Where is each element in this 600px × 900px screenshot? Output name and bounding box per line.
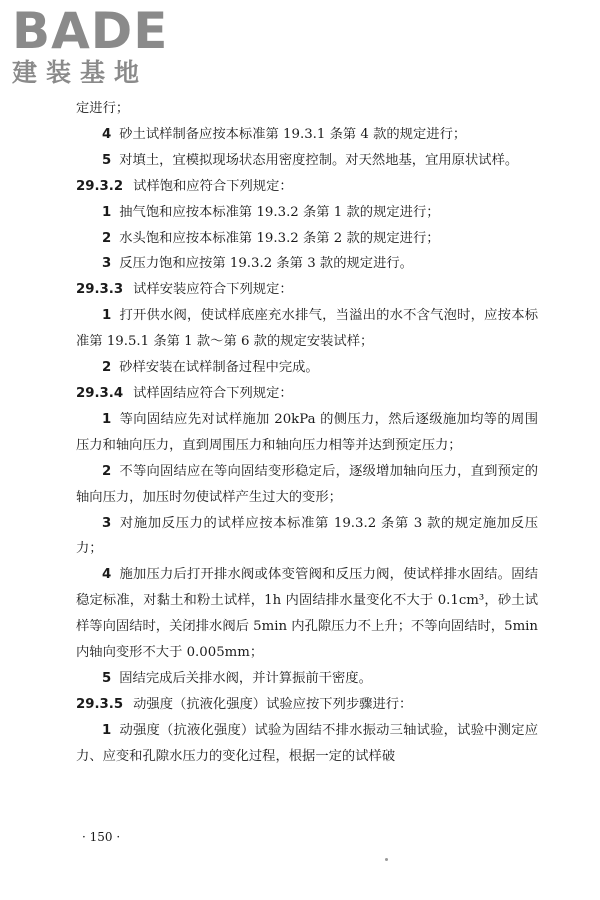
list-item	[76, 226, 538, 252]
paragraph-text: 施加压力后打开排水阀或体变管阀和反压力阀，使试样排水固结。固结稳定标准，对黏土和粉土试样，1h 内固结排水量变化不大于 0.1cm³，砂土试样等向固结时，关闭排水阀后 5min 内孔隙压力不上升；不等向固结时，5min 内轴向变形不大于 0.005mm；	[76, 567, 538, 661]
list-item	[76, 355, 538, 381]
paragraph-text: 砂土试样制备应按本标准第 19.3.1 条第 4 款的规定进行；	[119, 126, 467, 142]
section-heading	[76, 692, 538, 718]
paragraph-text: 固结完成后关排水阀，并计算振前干密度。	[119, 670, 372, 686]
list-item	[76, 122, 538, 148]
section-heading	[76, 277, 538, 303]
item-number: 2	[102, 230, 112, 246]
paragraph-text: 动强度（抗液化强度）试验为固结不排水振动三轴试验，试验中测定应力、应变和孔隙水压力的变化过程，根据一定的试样破	[76, 722, 538, 764]
paragraph-text: 定进行；	[76, 101, 130, 116]
paragraph-text: 试样饱和应符合下列规定：	[133, 178, 293, 194]
item-number: 1	[102, 411, 112, 427]
list-item	[76, 200, 538, 226]
paragraph-text: 抽气饱和应按本标准第 19.3.2 条第 1 款的规定进行；	[119, 204, 440, 220]
section-heading	[76, 174, 538, 200]
item-number: 1	[102, 204, 112, 220]
paragraph-text: 动强度（抗液化强度）试验应按下列步骤进行：	[133, 696, 413, 712]
list-item	[76, 511, 538, 563]
list-item	[76, 666, 538, 692]
section-number: 29.3.4	[76, 385, 124, 401]
paragraph-text: 等向固结应先对试样施加 20kPa 的侧压力，然后逐级施加均等的周围压力和轴向压力，直到周围压力和轴向压力相等并达到预定压力；	[76, 411, 538, 453]
list-item	[76, 148, 538, 174]
item-number: 4	[102, 567, 112, 583]
list-item	[76, 562, 538, 666]
item-number: 1	[102, 722, 112, 738]
item-number: 2	[102, 360, 112, 376]
paragraph-text: 试样安装应符合下列规定：	[133, 282, 293, 298]
section-number: 29.3.2	[76, 178, 124, 194]
item-number: 1	[102, 308, 112, 324]
item-number: 5	[102, 152, 112, 168]
section-number: 29.3.3	[76, 282, 124, 298]
continuation-text	[76, 96, 538, 122]
list-item	[76, 459, 538, 511]
speck-mark	[385, 858, 388, 861]
paragraph-text: 试样固结应符合下列规定：	[133, 385, 293, 401]
page-number: · 150 ·	[82, 830, 121, 844]
item-number: 4	[102, 126, 112, 142]
item-number: 5	[102, 670, 112, 686]
paragraph-text: 打开供水阀，使试样底座充水排气，当溢出的水不含气泡时，应按本标准第 19.5.1 条第 1 款～第 6 款的规定安装试样；	[76, 308, 538, 350]
item-number: 3	[102, 256, 112, 272]
paragraph-text: 反压力饱和应按第 19.3.2 条第 3 款的规定进行。	[119, 256, 413, 272]
list-item	[76, 718, 538, 770]
paragraph-text: 不等向固结应在等向固结变形稳定后，逐级增加轴向压力，直到预定的轴向压力，加压时勿使试样产生过大的变形；	[76, 463, 538, 505]
logo	[12, 2, 182, 88]
paragraph-text: 水头饱和应按本标准第 19.3.2 条第 2 款的规定进行；	[119, 230, 440, 246]
section-heading	[76, 381, 538, 407]
list-item	[76, 251, 538, 277]
item-number: 2	[102, 463, 112, 479]
section-number: 29.3.5	[76, 696, 124, 712]
list-item	[76, 303, 538, 355]
paragraph-text: 对填土，宜模拟现场状态用密度控制。对天然地基，宜用原状试样。	[119, 152, 519, 168]
logo-brand: BADE	[12, 2, 169, 60]
item-number: 3	[102, 515, 112, 531]
logo-subtitle: 建装基地	[12, 58, 149, 87]
page-body	[76, 96, 538, 770]
paragraph-text: 砂样安装在试样制备过程中完成。	[119, 360, 319, 376]
paragraph-text: 对施加反压力的试样应按本标准第 19.3.2 条第 3 款的规定施加反压力；	[76, 515, 538, 557]
list-item	[76, 407, 538, 459]
